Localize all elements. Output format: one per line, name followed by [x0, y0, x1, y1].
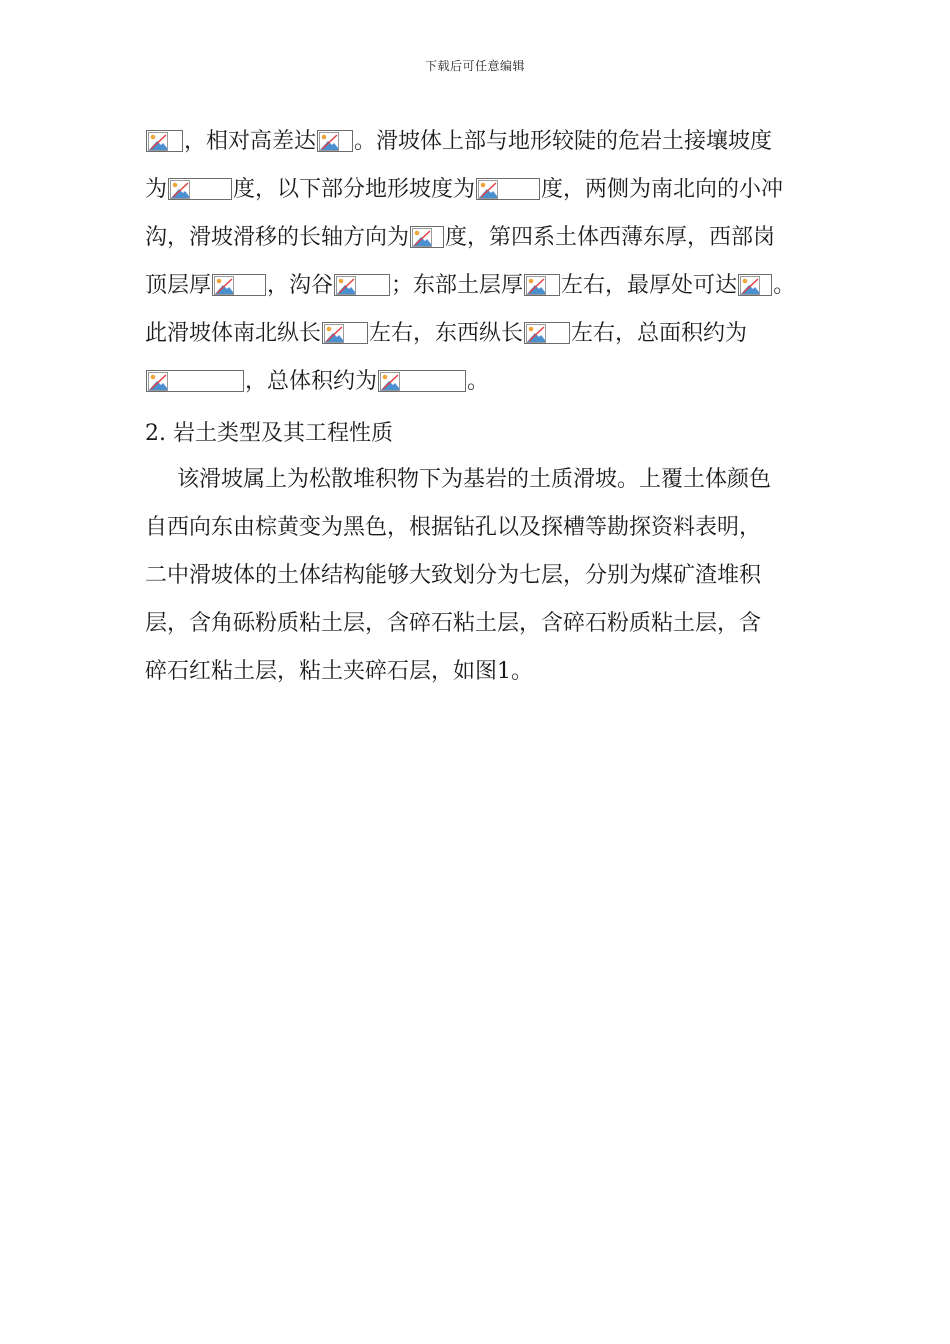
text-run: 沟，滑坡滑移的长轴方向为	[145, 225, 410, 250]
broken-image-icon	[168, 178, 232, 200]
text-run: 左右，最厚处可达	[561, 273, 738, 298]
text-run: 度，以下部分地形坡度为	[233, 177, 476, 202]
broken-image-icon	[738, 274, 772, 296]
section-heading: 2. 岩土类型及其工程性质	[145, 421, 393, 446]
paragraph-line: 层，含角砾粉质粘土层，含碎石粘土层，含碎石粉质粘土层，含	[145, 611, 762, 636]
paragraph-line	[145, 166, 815, 214]
broken-image-icon	[322, 322, 368, 344]
text-run: ，总体积约为	[245, 369, 378, 394]
broken-image-icon	[524, 274, 560, 296]
paragraph-line	[145, 310, 815, 358]
text-run: 此滑坡体南北纵长	[145, 321, 322, 346]
paragraph-line: 碎石红粘土层，粘土夹碎石层，如图1。	[145, 659, 533, 684]
text-run: 。	[467, 369, 490, 394]
text-run: ；东部土层厚	[391, 273, 524, 298]
paragraph-line	[145, 358, 815, 406]
broken-image-icon	[410, 226, 444, 248]
text-run: 顶层厚	[145, 273, 212, 298]
paragraph-line	[145, 118, 815, 166]
text-run: 左右，东西纵长	[369, 321, 524, 346]
broken-image-icon	[146, 370, 244, 392]
paragraph-line: 二中滑坡体的土体结构能够大致划分为七层，分别为煤矿渣堆积	[145, 563, 762, 588]
broken-image-icon	[476, 178, 540, 200]
broken-image-icon	[146, 130, 183, 152]
text-run: ，相对高差达	[184, 129, 317, 154]
broken-image-icon	[524, 322, 570, 344]
text-run: 左右，总面积约为	[571, 321, 748, 346]
page-header: 下载后可任意编辑	[424, 59, 525, 73]
broken-image-icon	[378, 370, 466, 392]
text-run: 度，两侧为南北向的小冲	[541, 177, 784, 202]
paragraph-line	[145, 214, 815, 262]
broken-image-icon	[334, 274, 390, 296]
text-run: ，沟谷	[267, 273, 334, 298]
text-run: 度，第四系土体西薄东厚，西部岗	[445, 225, 776, 250]
section-paragraph	[145, 456, 815, 696]
text-run: 为	[145, 177, 168, 202]
paragraph-line	[145, 262, 815, 310]
paragraph-line: 该滑坡属上为松散堆积物下为基岩的土质滑坡。上覆土体颜色	[177, 467, 772, 492]
document-body	[145, 118, 815, 696]
text-run: 。	[773, 273, 796, 298]
broken-image-icon	[317, 130, 353, 152]
broken-image-icon	[212, 274, 266, 296]
paragraph-line: 自西向东由棕黄变为黑色，根据钻孔以及探槽等勘探资料表明，	[145, 515, 762, 540]
text-run: 。滑坡体上部与地形较陡的危岩土接壤坡度	[354, 129, 773, 154]
